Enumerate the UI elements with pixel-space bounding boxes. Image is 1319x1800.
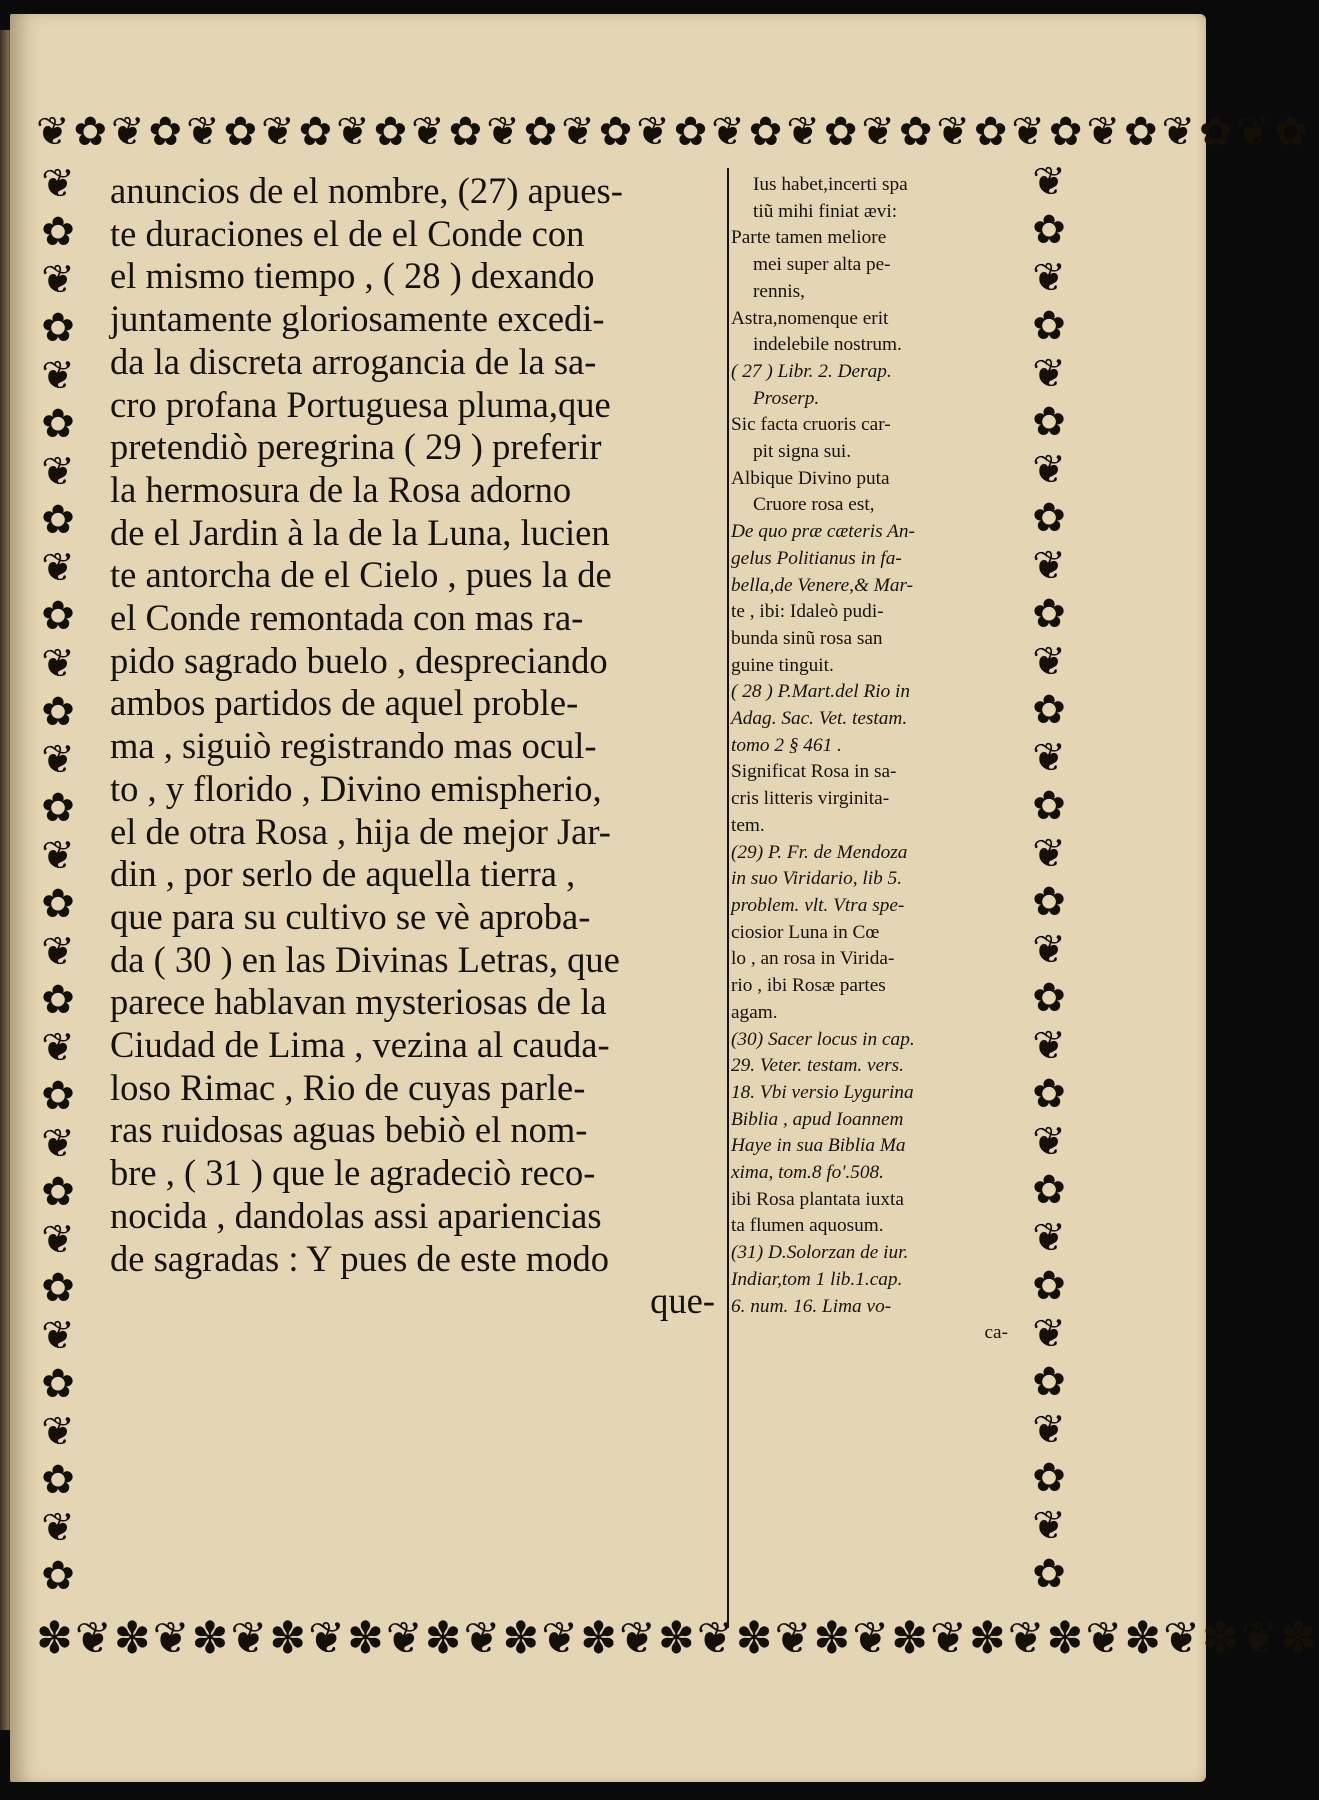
left-ornament-border: ❦ ✿ ❦ ✿ ❦ ✿ ❦ ✿ ❦ ✿ ❦ ✿ ❦ ✿ ❦ ✿ ❦ ✿ ❦ ✿ ❦ ✿ ❦ ✿ ❦ ✿ ❦ ✿ ❦ ✿ xyxy=(41,161,75,1599)
text-line: ambos partidos de aquel proble- xyxy=(110,682,579,724)
text-line: anuncios de el nombre, (27) apues- xyxy=(110,170,623,211)
notes-catchword: ca- xyxy=(984,1322,1008,1344)
note-line: problem. vlt. Vtra spe- xyxy=(731,894,905,916)
text-line: din , por serlo de aquella tierra , xyxy=(110,853,576,895)
note-line: bella,de Venere,& Mar- xyxy=(731,574,914,596)
note-line: Significat Rosa in sa- xyxy=(731,761,897,783)
note-line: (29) P. Fr. de Mendoza xyxy=(731,841,908,863)
note-line: ( 28 ) P.Mart.del Rio in xyxy=(731,681,911,703)
text-line: ras ruidosas aguas bebiò el nom- xyxy=(110,1109,588,1151)
note-line: ciosior Luna in Cœ xyxy=(731,921,880,943)
note-line: Astra,nomenque erit xyxy=(731,307,889,329)
note-line: guine tinguit. xyxy=(731,654,834,676)
note-line: Haye in sua Biblia Ma xyxy=(731,1135,906,1157)
text-line: de sagradas : Y pues de este modo xyxy=(110,1237,610,1279)
text-line: pido sagrado buelo , despreciando xyxy=(110,639,608,681)
note-line: Parte tamen meliore xyxy=(731,227,887,249)
note-line: 29. Veter. testam. vers. xyxy=(731,1055,904,1077)
marginal-notes-column xyxy=(731,172,1008,1347)
note-line: Proserp. xyxy=(753,387,820,409)
note-line: lo , an rosa in Virida- xyxy=(731,948,895,970)
note-line: te , ibi: Idaleò pudi- xyxy=(731,601,884,623)
text-line: da ( 30 ) en las Divinas Letras, que xyxy=(110,938,620,980)
text-line: de el Jardin à la de la Luna, lucien xyxy=(110,511,610,553)
text-line: ma , siguiò registrando mas ocul- xyxy=(110,725,597,767)
note-line: xima, tom.8 fo'.508. xyxy=(731,1162,885,1184)
note-line: Adag. Sac. Vet. testam. xyxy=(731,708,908,730)
text-line: la hermosura de la Rosa adorno xyxy=(110,468,572,510)
note-line: Ius habet,incerti spa xyxy=(753,174,908,195)
text-line: to , y florido , Divino emispherio, xyxy=(110,767,602,809)
text-line: da la discreta arrogancia de la sa- xyxy=(110,340,597,382)
note-line: 18. Vbi versio Lygurina xyxy=(731,1081,914,1103)
note-line: indelebile nostrum. xyxy=(753,334,902,356)
note-line: Albique Divino puta xyxy=(731,467,890,489)
note-line: De quo præ cæteris An- xyxy=(731,521,915,543)
text-line: Ciudad de Lima , vezina al cauda- xyxy=(110,1024,610,1066)
text-line: cro profana Portuguesa pluma,que xyxy=(110,383,611,425)
note-line: tem. xyxy=(731,814,765,836)
note-line: agam. xyxy=(731,1001,778,1023)
bottom-ornament-border: ✽❦✽❦✽❦✽❦✽❦✽❦✽❦✽❦✽❦✽❦✽❦✽❦✽❦✽❦✽❦✽❦✽ xyxy=(36,1613,1319,1664)
text-line: pretendiò peregrina ( 29 ) preferir xyxy=(110,426,602,468)
note-line: tomo 2 § 461 . xyxy=(731,734,842,756)
main-text-column xyxy=(110,170,715,1323)
text-line: nocida , dandolas assi apariencias xyxy=(110,1194,602,1236)
note-line: ( 27 ) Libr. 2. Derap. xyxy=(731,360,892,382)
right-ornament-border: ❦ ✿ ❦ ✿ ❦ ✿ ❦ ✿ ❦ ✿ ❦ ✿ ❦ ✿ ❦ ✿ ❦ ✿ ❦ ✿ ❦ ✿ ❦ ✿ ❦ ✿ ❦ ✿ ❦ ✿ xyxy=(1032,159,1066,1597)
note-line: Indiar,tom 1 lib.1.cap. xyxy=(731,1268,903,1290)
note-line: bunda sinũ rosa san xyxy=(731,627,883,649)
text-line: juntamente gloriosamente excedi- xyxy=(110,298,605,340)
text-line: bre , ( 31 ) que le agradeciò reco- xyxy=(110,1152,596,1194)
note-line: (30) Sacer locus in cap. xyxy=(731,1028,915,1050)
note-line: cris litteris virginita- xyxy=(731,788,890,810)
text-line: el mismo tiempo , ( 28 ) dexando xyxy=(110,255,595,297)
note-line: pit signa sui. xyxy=(753,441,852,463)
text-line: parece hablavan mysteriosas de la xyxy=(110,981,607,1023)
text-line: que para su cultivo se vè aproba- xyxy=(110,895,591,937)
text-line: el de otra Rosa , hija de mejor Jar- xyxy=(110,810,611,852)
note-line: ibi Rosa plantata iuxta xyxy=(731,1188,904,1210)
note-line: Cruore rosa est, xyxy=(753,494,875,516)
top-ornament-border: ❦✿❦✿❦✿❦✿❦✿❦✿❦✿❦✿❦✿❦✿❦✿❦✿❦✿❦✿❦✿❦✿❦✿ xyxy=(36,109,1312,155)
main-catchword: que- xyxy=(650,1280,715,1322)
text-line: loso Rimac , Rio de cuyas parle- xyxy=(110,1066,586,1108)
note-line: rio , ibi Rosæ partes xyxy=(731,975,886,997)
text-line: te duraciones el de el Conde con xyxy=(110,212,585,254)
note-line: (31) D.Solorzan de iur. xyxy=(731,1242,909,1264)
text-line: el Conde remontada con mas ra- xyxy=(110,597,584,639)
note-line: 6. num. 16. Lima vo- xyxy=(731,1295,892,1317)
note-line: rennis, xyxy=(753,280,805,302)
note-line: Sic facta cruoris car- xyxy=(731,414,891,436)
note-line: tiũ mihi finiat ævi: xyxy=(753,200,898,222)
note-line: in suo Viridario, lib 5. xyxy=(731,868,903,890)
note-line: ta flumen aquosum. xyxy=(731,1215,884,1237)
note-line: Biblia , apud Ioannem xyxy=(731,1108,904,1130)
column-divider xyxy=(727,168,729,1628)
text-line: te antorcha de el Cielo , pues la de xyxy=(110,554,612,596)
note-line: mei super alta pe- xyxy=(753,254,891,276)
note-line: gelus Politianus in fa- xyxy=(731,547,902,569)
